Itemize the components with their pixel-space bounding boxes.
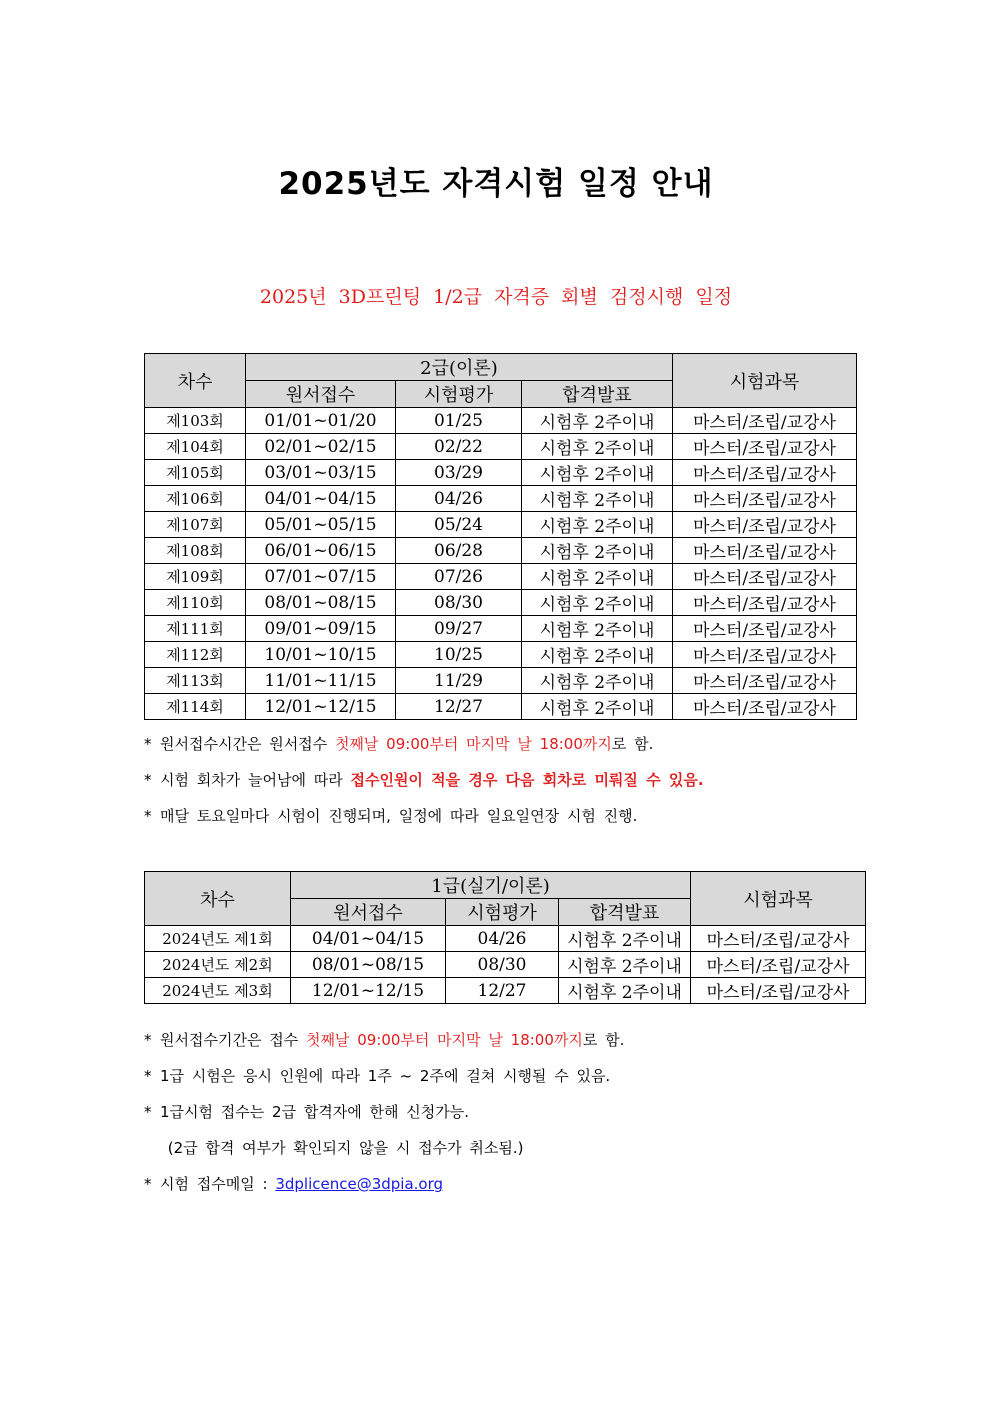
- table-row: [145, 408, 857, 434]
- exam-cell: 12/27: [396, 694, 522, 720]
- result-cell: 시험후 2주이내: [522, 434, 673, 460]
- result-cell: 시험후 2주이내: [522, 408, 673, 434]
- table-row: [145, 486, 857, 512]
- result-cell: 시험후 2주이내: [522, 668, 673, 694]
- apply-cell: 05/01~05/15: [246, 512, 396, 538]
- round-cell: 제106회: [145, 486, 246, 512]
- exam-cell: 11/29: [396, 668, 522, 694]
- grade1-schedule-table: [144, 871, 866, 1004]
- note-text: 1급시험 접수는 2급 합격자에 한해 신청가능.: [160, 1103, 470, 1121]
- note-text: 시험 회차가 늘어남에 따라: [160, 771, 351, 789]
- round-cell: 제107회: [145, 512, 246, 538]
- bullet-marker: *: [144, 1103, 152, 1121]
- result-cell: 시험후 2주이내: [522, 538, 673, 564]
- table-row: [145, 616, 857, 642]
- bullet-marker: *: [144, 807, 152, 825]
- table-body: [145, 408, 857, 720]
- round-cell: 제112회: [145, 642, 246, 668]
- note-text: 1급 시험은 응시 인원에 따라 1주 ~ 2주에 걸쳐 시행될 수 있음.: [160, 1067, 611, 1085]
- round-cell: 제111회: [145, 616, 246, 642]
- subject-cell: 마스터/조립/교강사: [673, 668, 857, 694]
- subject-cell: 마스터/조립/교강사: [691, 978, 866, 1004]
- exam-cell: 05/24: [396, 512, 522, 538]
- round-cell: 2024년도 제1회: [145, 926, 291, 952]
- header-subject: 시험과목: [691, 872, 866, 926]
- exam-cell: 12/27: [446, 978, 559, 1004]
- result-cell: 시험후 2주이내: [522, 590, 673, 616]
- table-row: [145, 434, 857, 460]
- bullet-marker: *: [144, 1031, 152, 1049]
- subject-cell: 마스터/조립/교강사: [673, 408, 857, 434]
- apply-cell: 02/01~02/15: [246, 434, 396, 460]
- apply-cell: 10/01~10/15: [246, 642, 396, 668]
- header-apply: 원서접수: [291, 899, 446, 926]
- bullet-marker: *: [144, 735, 152, 753]
- subject-cell: 마스터/조립/교강사: [673, 486, 857, 512]
- note-text: 로 함.: [582, 1031, 625, 1049]
- note-line: [144, 1094, 624, 1130]
- exam-cell: 08/30: [396, 590, 522, 616]
- apply-cell: 12/01~12/15: [246, 694, 396, 720]
- result-cell: 시험후 2주이내: [559, 978, 691, 1004]
- exam-cell: 06/28: [396, 538, 522, 564]
- subject-cell: 마스터/조립/교강사: [673, 642, 857, 668]
- table-row: [145, 512, 857, 538]
- table-row: [145, 538, 857, 564]
- note-line: [144, 1130, 624, 1166]
- round-cell: 제110회: [145, 590, 246, 616]
- email-link[interactable]: 3dplicence@3dpia.org: [275, 1175, 444, 1193]
- header-group: 1급(실기/이론): [291, 872, 691, 899]
- bullet-marker: *: [144, 1067, 152, 1085]
- exam-cell: 07/26: [396, 564, 522, 590]
- note-line: [144, 1058, 624, 1094]
- result-cell: 시험후 2주이내: [522, 694, 673, 720]
- grade2-schedule-table: [144, 353, 857, 720]
- result-cell: 시험후 2주이내: [522, 564, 673, 590]
- note-line: [144, 1022, 624, 1058]
- note-text: 매달 토요일마다 시험이 진행되며, 일정에 따라 일요일연장 시험 진행.: [160, 807, 638, 825]
- header-apply: 원서접수: [246, 381, 396, 408]
- subject-cell: 마스터/조립/교강사: [691, 952, 866, 978]
- table-row: [145, 668, 857, 694]
- header-result: 합격발표: [522, 381, 673, 408]
- subject-cell: 마스터/조립/교강사: [673, 694, 857, 720]
- table-row: [145, 694, 857, 720]
- header-group: 2급(이론): [246, 354, 673, 381]
- note-text: 접수인원이 적을 경우 다음 회차로 미뤄질 수 있음.: [350, 771, 704, 789]
- note-line: [144, 1166, 624, 1202]
- note-line: [144, 798, 704, 834]
- exam-cell: 10/25: [396, 642, 522, 668]
- subject-cell: 마스터/조립/교강사: [673, 590, 857, 616]
- round-cell: 2024년도 제3회: [145, 978, 291, 1004]
- header-subject: 시험과목: [673, 354, 857, 408]
- exam-cell: 02/22: [396, 434, 522, 460]
- round-cell: 제105회: [145, 460, 246, 486]
- apply-cell: 04/01~04/15: [291, 926, 446, 952]
- exam-cell: 08/30: [446, 952, 559, 978]
- subject-cell: 마스터/조립/교강사: [691, 926, 866, 952]
- exam-cell: 03/29: [396, 460, 522, 486]
- result-cell: 시험후 2주이내: [522, 460, 673, 486]
- note-text: 첫째날 09:00부터 마지막 날 18:00까지: [334, 735, 612, 753]
- result-cell: 시험후 2주이내: [522, 616, 673, 642]
- result-cell: 시험후 2주이내: [522, 486, 673, 512]
- bullet-marker: *: [144, 771, 152, 789]
- page-title: 2025년도 자격시험 일정 안내: [278, 166, 714, 202]
- note-text: (2급 합격 여부가 확인되지 않을 시 접수가 취소됨.): [160, 1139, 524, 1157]
- table-row: [145, 952, 866, 978]
- header-exam: 시험평가: [396, 381, 522, 408]
- round-cell: 제104회: [145, 434, 246, 460]
- table-row: [145, 590, 857, 616]
- table-row: [145, 978, 866, 1004]
- note-text: 원서접수시간은 원서접수: [160, 735, 335, 753]
- result-cell: 시험후 2주이내: [559, 926, 691, 952]
- header-round: 차수: [145, 354, 246, 408]
- header-result: 합격발표: [559, 899, 691, 926]
- table-row: [145, 642, 857, 668]
- table-body: [145, 926, 866, 1004]
- note-text: 로 함.: [611, 735, 654, 753]
- apply-cell: 01/01~01/20: [246, 408, 396, 434]
- grade2-notes: [144, 726, 704, 834]
- result-cell: 시험후 2주이내: [522, 512, 673, 538]
- subject-cell: 마스터/조립/교강사: [673, 564, 857, 590]
- apply-cell: 11/01~11/15: [246, 668, 396, 694]
- table-row: [145, 564, 857, 590]
- result-cell: 시험후 2주이내: [559, 952, 691, 978]
- apply-cell: 06/01~06/15: [246, 538, 396, 564]
- subject-cell: 마스터/조립/교강사: [673, 434, 857, 460]
- note-text: 첫째날 09:00부터 마지막 날 18:00까지: [305, 1031, 583, 1049]
- apply-cell: 09/01~09/15: [246, 616, 396, 642]
- round-cell: 제109회: [145, 564, 246, 590]
- result-cell: 시험후 2주이내: [522, 642, 673, 668]
- page-subtitle: 2025년 3D프린팅 1/2급 자격증 회별 검정시행 일정: [259, 286, 733, 308]
- exam-cell: 01/25: [396, 408, 522, 434]
- round-cell: 제108회: [145, 538, 246, 564]
- subject-cell: 마스터/조립/교강사: [673, 460, 857, 486]
- exam-cell: 09/27: [396, 616, 522, 642]
- apply-cell: 04/01~04/15: [246, 486, 396, 512]
- apply-cell: 03/01~03/15: [246, 460, 396, 486]
- subject-cell: 마스터/조립/교강사: [673, 616, 857, 642]
- subject-cell: 마스터/조립/교강사: [673, 538, 857, 564]
- round-cell: 제103회: [145, 408, 246, 434]
- table-row: [145, 460, 857, 486]
- bullet-marker: *: [144, 1175, 152, 1193]
- header-round: 차수: [145, 872, 291, 926]
- note-text: 원서접수기간은 접수: [160, 1031, 306, 1049]
- round-cell: 2024년도 제2회: [145, 952, 291, 978]
- apply-cell: 08/01~08/15: [246, 590, 396, 616]
- round-cell: 제113회: [145, 668, 246, 694]
- exam-cell: 04/26: [396, 486, 522, 512]
- apply-cell: 08/01~08/15: [291, 952, 446, 978]
- note-line: [144, 726, 704, 762]
- grade1-notes: [144, 1022, 624, 1202]
- round-cell: 제114회: [145, 694, 246, 720]
- table-row: [145, 926, 866, 952]
- note-text: 시험 접수메일 :: [160, 1175, 276, 1193]
- apply-cell: 12/01~12/15: [291, 978, 446, 1004]
- header-exam: 시험평가: [446, 899, 559, 926]
- subject-cell: 마스터/조립/교강사: [673, 512, 857, 538]
- exam-cell: 04/26: [446, 926, 559, 952]
- note-line: [144, 762, 704, 798]
- apply-cell: 07/01~07/15: [246, 564, 396, 590]
